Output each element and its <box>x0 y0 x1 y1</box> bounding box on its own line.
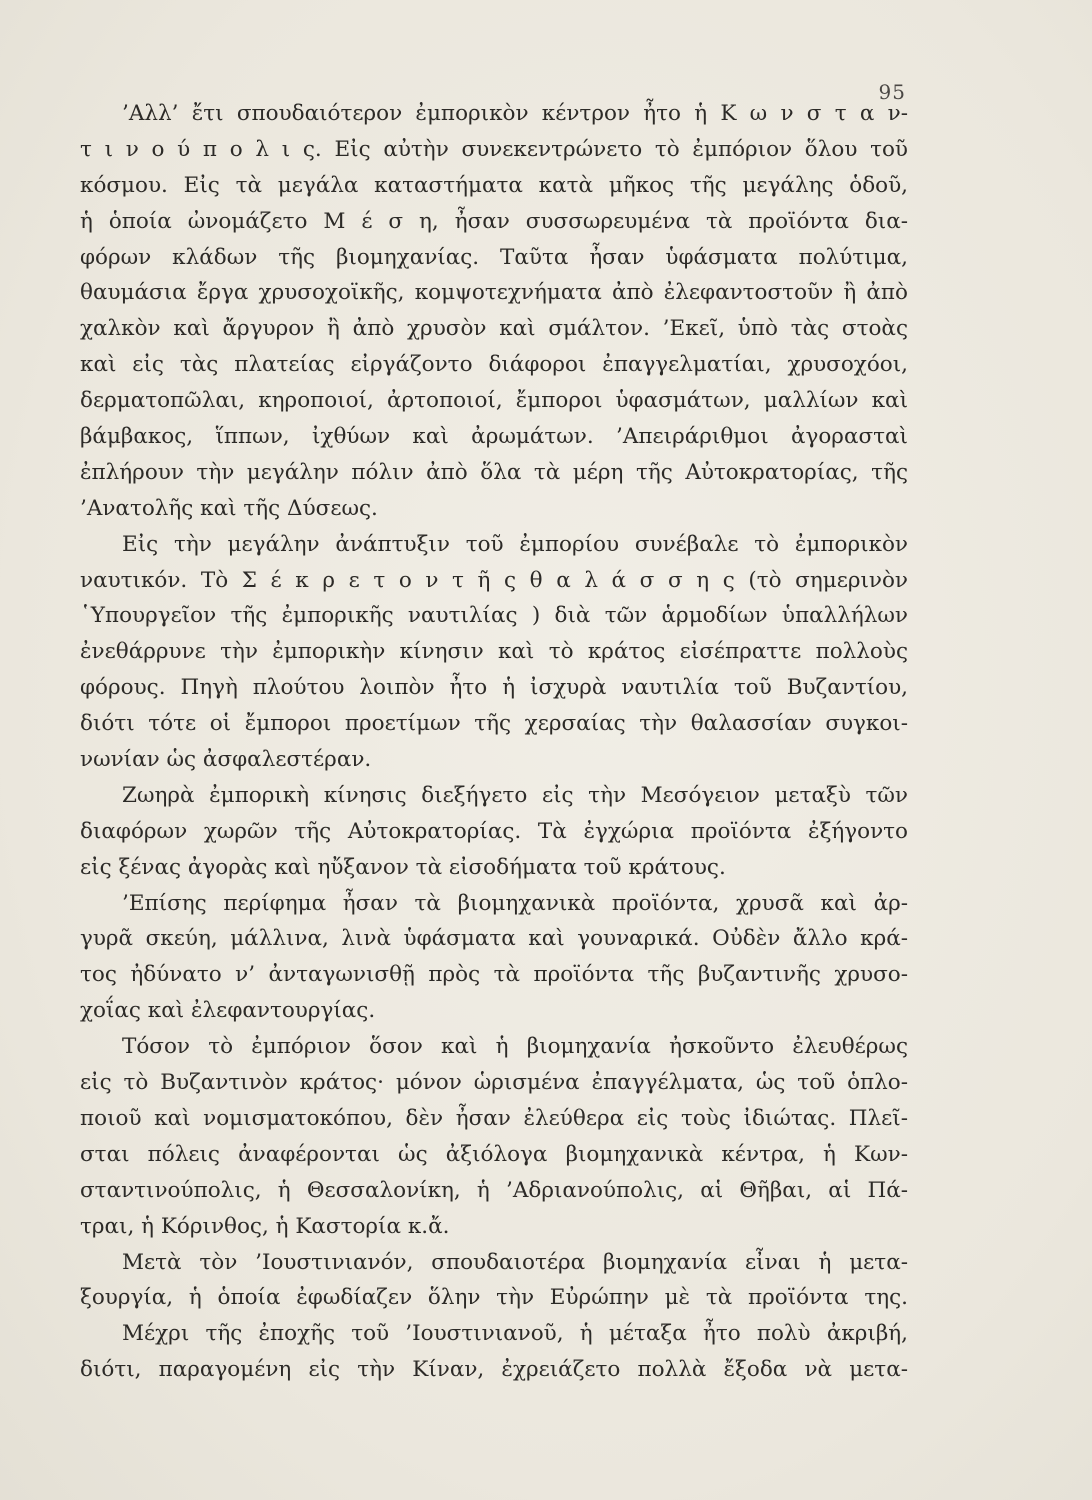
text-line: ποιοῦ καὶ νομισματοκόπου, δὲν ἦσαν ἐλεύθερα εἰς τοὺς ἰδιώτας. Πλεῖ- <box>80 1105 908 1131</box>
text-line: καὶ εἰς τὰς πλατείας εἰργάζοντο διάφοροι ἐπαγγελματίαι, χρυσοχόοι, <box>80 352 908 378</box>
text-line: ἡ ὁποία ὠνομάζετο Μ έ σ η, ἦσαν συσσωρευμένα τὰ προϊόντα δια- <box>80 208 908 234</box>
text-line: τος ἠδύνατο ν’ ἀνταγωνισθῇ πρὸς τὰ προϊόντα τῆς βυζαντινῆς χρυσο- <box>80 962 908 988</box>
text-line: Τόσον τὸ ἐμπόριον ὅσον καὶ ἡ βιομηχανία ἠσκοῦντο ἐλευθέρως <box>122 1034 908 1060</box>
text-line: διότι, παραγομένη εἰς τὴν Κίναν, ἐχρειάζετο πολλὰ ἔξοδα νὰ μετα- <box>80 1357 908 1383</box>
text-line: θαυμάσια ἔργα χρυσοχοϊκῆς, κομψοτεχνήματα ἀπὸ ἐλεφαντοστοῦν ἢ ἀπὸ <box>80 280 908 306</box>
text-line: ῾Υπουργεῖον τῆς ἐμπορικῆς ναυτιλίας ) διὰ τῶν ἁρμοδίων ὑπαλλήλων <box>80 603 908 629</box>
text-line: ἐπλήρουν τὴν μεγάλην πόλιν ἀπὸ ὅλα τὰ μέρη τῆς Αὐτοκρατορίας, τῆς <box>80 459 908 485</box>
text-line: ’Αλλ’ ἔτι σπουδαιότερον ἐμπορικὸν κέντρον ἦτο ἡ Κ ω ν σ τ α ν- <box>122 101 908 126</box>
text-body <box>80 96 908 1388</box>
text-line: ’Ανατολῆς καὶ τῆς Δύσεως. <box>80 495 378 521</box>
text-line: ξουργία, ἡ ὁποία ἐφωδίαζεν ὅλην τὴν Εὐρώπην μὲ τὰ προϊόντα της. <box>80 1285 908 1311</box>
text-line: εἰς τὸ Βυζαντινὸν κράτος· μόνον ὡρισμένα ἐπαγγέλματα, ὡς τοῦ ὁπλο- <box>80 1070 908 1096</box>
text-line: Μέχρι τῆς ἐποχῆς τοῦ ’Ιουστινιανοῦ, ἡ μέταξα ἦτο πολὺ ἀκριβή, <box>122 1321 908 1347</box>
text-line: εἰς ξένας ἀγορὰς καὶ ηὔξανον τὰ εἰσοδήματα τοῦ κράτους. <box>80 854 726 880</box>
text-line: ναυτικόν. Τὸ Σ έ κ ρ ε τ ο ν τ ῆ ς θ α λ ά σ σ η ς (τὸ σημερινὸν <box>80 567 908 593</box>
text-line: ’Επίσης περίφημα ἦσαν τὰ βιομηχανικὰ προϊόντα, χρυσᾶ καὶ ἀρ- <box>122 890 908 916</box>
text-line: σταντινούπολις, ἡ Θεσσαλονίκη, ἡ ’Αδριανούπολις, αἱ Θῆβαι, αἱ Πά- <box>80 1177 908 1203</box>
text-line: γυρᾶ σκεύη, μάλλινα, λινὰ ὑφάσματα καὶ γουναρικά. Οὐδὲν ἄλλο κρά- <box>80 926 908 952</box>
text-line: χοΐας καὶ ἐλεφαντουργίας. <box>80 998 376 1024</box>
text-line: χαλκὸν καὶ ἄργυρον ἢ ἀπὸ χρυσὸν καὶ σμάλτον. ’Εκεῖ, ὑπὸ τὰς στοὰς <box>80 316 908 342</box>
text-line: διότι τότε οἱ ἔμποροι προετίμων τῆς χερσαίας τὴν θαλασσίαν συγκοι- <box>80 711 908 737</box>
text-line: τραι, ἡ Κόρινθος, ἡ Καστορία κ.ἄ. <box>80 1213 450 1239</box>
text-line: Ζωηρὰ ἐμπορικὴ κίνησις διεξήγετο εἰς τὴν Μεσόγειον μεταξὺ τῶν <box>122 782 908 808</box>
text-line: σται πόλεις ἀναφέρονται ὡς ἀξιόλογα βιομηχανικὰ κέντρα, ἡ Κων- <box>80 1141 908 1167</box>
page-number: 95 <box>878 80 906 104</box>
text-line: κόσμου. Εἰς τὰ μεγάλα καταστήματα κατὰ μῆκος τῆς μεγάλης ὁδοῦ, <box>80 172 908 198</box>
text-line: διαφόρων χωρῶν τῆς Αὐτοκρατορίας. Τὰ ἐγχώρια προϊόντα ἐξήγοντο <box>80 818 908 844</box>
text-line: δερματοπῶλαι, κηροποιοί, ἀρτοποιοί, ἔμποροι ὑφασμάτων, μαλλίων καὶ <box>80 388 908 414</box>
text-line: Μετὰ τὸν ’Ιουστινιανόν, σπουδαιοτέρα βιομηχανία εἶναι ἡ μετα- <box>122 1249 908 1275</box>
text-line: τ ι ν ο ύ π ο λ ι ς. Εἰς αὐτὴν συνεκεντρώνετο τὸ ἐμπόριον ὅλου τοῦ <box>80 136 908 162</box>
text-line: βάμβακος, ἵππων, ἰχθύων καὶ ἀρωμάτων. ’Απειράριθμοι ἀγορασταὶ <box>80 424 908 450</box>
text-line: φόρων κλάδων τῆς βιομηχανίας. Ταῦτα ἦσαν ὑφάσματα πολύτιμα, <box>80 244 908 270</box>
text-line: ἐνεθάρρυνε τὴν ἐμπορικὴν κίνησιν καὶ τὸ κράτος εἰσέπραττε πολλοὺς <box>80 639 908 665</box>
text-line: Εἰς τὴν μεγάλην ἀνάπτυξιν τοῦ ἐμπορίου συνέβαλε τὸ ἐμπορικὸν <box>122 531 908 557</box>
text-line: φόρους. Πηγὴ πλούτου λοιπὸν ἦτο ἡ ἰσχυρὰ ναυτιλία τοῦ Βυζαντίου, <box>80 675 908 701</box>
text-line: νωνίαν ὡς ἀσφαλεστέραν. <box>80 747 372 773</box>
